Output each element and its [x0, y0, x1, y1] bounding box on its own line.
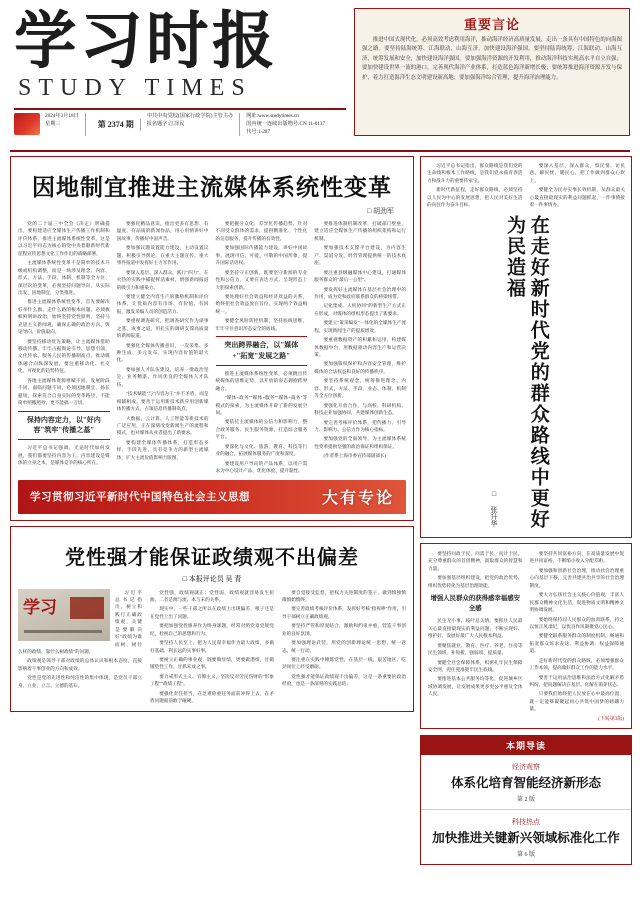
article-lead-headline: 因地制宜推进主流媒体系统性变革	[32, 174, 392, 201]
page-content	[0, 152, 640, 865]
paragraph: 推进主流媒体系统性变革，首先要解决好举什么旗、走什么路的根本问题。必须旗帜鲜明讲政治，始终坚持党性原则，坚持马克思主义新闻观，确保正确的政治方向、舆论导向、价值取向。	[18, 299, 110, 335]
article-feature-top-body	[427, 162, 625, 211]
article-commentary-headline: 党性强才能保证政绩观不出偏差	[65, 544, 359, 569]
paragraph: 习近平总书记指出，树立和践行正确政绩观，关键是要解决好"政绩为谁而树、树什么样的政绩、靠什么树政绩"的问题。	[18, 589, 142, 654]
masthead-divider	[14, 108, 346, 110]
issue-guide-header: 本期导读	[421, 736, 631, 755]
paragraph: 要加强国际传播能力建设，讲好中国故事，展现可信、可爱、可敬的中国形象，提升国际话语权。	[215, 245, 308, 266]
masthead	[0, 0, 640, 150]
issue-guide-item[interactable]	[421, 755, 631, 810]
paragraph: 现实中，一些干部之所以在政绩上出现偏差，根子还是在党性上出了问题。	[150, 606, 274, 619]
paragraph: 要处理好社会效益和经济效益的关系，始终把社会效益放在首位，实现两个效益相统一。	[215, 293, 308, 314]
paragraph: 要自觉接受监督，把权力关进制度的笼子，做到慎独慎微慎始慎终。	[282, 589, 406, 602]
paragraph: 要强化全媒体传播意识，一次采集、多种生成、多元发布，实现内容价值的最大化。	[116, 342, 209, 363]
article-commentary-byline: □ 本报评论员 吴 青	[182, 574, 242, 583]
paragraph: 要强化责任担当，在急难险重任务面前冲得上去，在矛盾问题面前敢于碰硬。	[150, 690, 274, 704]
masthead-left	[14, 4, 344, 136]
paragraph: 大数据、云计算、人工智能等新技术的广泛应用，正在深刻改变新闻生产的流程和模式，也对媒体从业者提出了新要求。	[116, 415, 209, 436]
paragraph: 党性强才能保证政绩观不出偏差，这是一条重要的政治经验，也是一条深刻的实践总结。	[282, 673, 406, 687]
paragraph: 要完善政绩考核评价体系，发挥好考核"指挥棒"作用，引导干部树立正确政绩观。	[282, 606, 406, 619]
paragraph: 各地主流媒体资源禀赋不同、发展阶段不同、面临问题不同，必须因地制宜、扬长避短，探索符合自身实际的变革路径，不能简单照搬照抄，更不能搞一刀切。	[18, 377, 110, 406]
paragraph: 要推进基本公共服务均等化，促进城乡区域协调发展，让发展成果更多更公平惠及全体人民。	[428, 676, 523, 697]
flag-icon	[14, 113, 40, 135]
paragraph: "技术赋能"与"内容为王"并不矛盾，而是相辅相成。要善于运用新技术新应用创新媒体传播方式，占领信息传播制高点。	[116, 391, 209, 412]
article-feature	[420, 156, 632, 538]
paragraph: 要加强和创新社会治理，推动社会治理重心向基层下移，完善共建共治共享的社会治理制度。	[529, 567, 624, 588]
masthead-address-text: 报名题字:江泽民	[146, 120, 185, 127]
theme-banner	[18, 480, 406, 514]
paragraph: 要健全社会保障体系，织密扎牢民生保障安全网，兜住兜准兜牢民生底线。	[428, 659, 523, 673]
issue-guide-title[interactable]: 体系化培育智能经济新形态	[450, 774, 601, 790]
issue-guide-page: 第 2 版	[516, 797, 535, 803]
paragraph: 要把握分众化、差异化传播趋势，针对不同受众群体的需求，提供精准化、个性化的信息服务，提升传播的有效性。	[215, 221, 308, 241]
paragraph: 记化集成、人机协同"的新型生产方式正在形成，对媒体的组织形态提出了新要求。	[314, 303, 406, 316]
paragraph: 党的二十届三中全会《决定》明确提出，要构建适应全媒体生产传播工作机制和评价体系，推进主流媒体系统性变革。这是以习近平同志为核心的党中央着眼新时代新征程宣传思想文化工作作出的战略部署。	[18, 221, 110, 256]
paragraph: 要依托主流媒体的公信力和影响力，整合政务服务、民生服务资源，打造综合服务平台。	[215, 419, 308, 440]
paragraph: 要建设用户导向的产品体系，以用户需求为中心设计产品、优化体验、提升黏性。	[215, 460, 308, 474]
paragraph: 要把加强党性修养作为终身课题，经常对照党章党规党纪，检视自己的思想和行为。	[150, 623, 274, 636]
paragraph: 政绩观是领导干部对政绩的总体认识和根本态度，直接影响着干事创业的方向和成效。	[18, 658, 142, 671]
paragraph: 要健全为民办实事长效机制，从群众最关心最直接最现实的利益问题抓起，一件事情接着一件事情办。	[529, 187, 625, 208]
paragraph: 要加强版权保护和内容安全管理，维护媒体的合法权益和良好的传播秩序。	[314, 361, 406, 374]
masthead-meta	[14, 113, 346, 136]
paragraph: 要加强议题设置能力建设，主动设置议题、积极引导舆论，在重大主题宣传、重大事件报道中发挥好主力军作用。	[116, 245, 209, 266]
paragraph: 要力戒形式主义、官僚主义，坚决反对劳民伤财的"形象工程""政绩工程"。	[150, 673, 274, 687]
study-stamp-line	[24, 630, 102, 633]
article-lead-body	[18, 220, 406, 475]
article-lead	[10, 156, 414, 521]
paragraph: 新时代新征程，走好群众路线，必须坚持以人民为中心的发展思想，把人民对美好生活的向往作为奋斗目标。	[427, 187, 523, 208]
issue-guide-item[interactable]	[421, 810, 631, 864]
newspaper-logo-cn: 学习时报	[14, 4, 279, 77]
issue-guide-kicker: 科技热点	[512, 818, 540, 826]
paragraph: 要聚焦就业、教育、医疗、养老、住房等民生领域，补短板、强弱项、提质量。	[428, 642, 523, 656]
paragraph: 要加强人才队伍建设，培养一批政治坚定、业务精湛、作风优良的全媒体人才队伍。	[116, 366, 209, 387]
paragraph: 主流媒体系统性变革不是简单的技术升级或机构调整，而是一场涉及理念、内容、形式、方法、手段、体制、机制等全方位、深层次的变革，必须坚持问题导向，从实际出发，因地制宜，分类推进。	[18, 260, 110, 295]
study-stamp-text: 学习	[23, 597, 57, 618]
paragraph: 要加强理论武装，用党的创新理论统一思想、统一意志、统一行动。	[282, 640, 406, 653]
paragraph: "媒体+政务""媒体+服务""媒体+商务"等模式的探索，为主流媒体开辟了新的发展空间。	[215, 395, 308, 415]
masthead-date-text: 2024年3月18日	[45, 113, 79, 120]
article-feature-continued	[420, 543, 632, 729]
article-commentary	[10, 526, 414, 712]
masthead-website[interactable]: 网址:www.studytimes.cn	[246, 113, 299, 120]
masthead-date	[45, 113, 86, 136]
paragraph: 要重视调查研究，把调查研究作为谋事之基、成事之道，用扎实的调研支撑高质量的新闻报道。	[116, 318, 209, 339]
paragraph: 要注重在实践中锤炼党性，在基层一线、艰苦地区、吃劲岗位上经受磨砺。	[282, 657, 406, 670]
paragraph-author-note: (作者系上海市委宣传部副部长)	[323, 453, 387, 459]
masthead-cn-number: 国内统一连续出版物号:CN 11-0137	[246, 120, 326, 127]
newspaper-logo-en: STUDY TIMES	[18, 75, 252, 102]
left-column-block	[10, 156, 414, 865]
paragraph: 走好新时代党的群众路线，必须增强群众工作本领，提高做好群众工作的能力水平。	[529, 657, 624, 671]
paragraph: 要坚持人民至上，把为人民谋幸福作为最大政绩，多做打基础、利长远的实事好事。	[150, 640, 274, 653]
theme-banner-slogan: 学习贯彻习近平新时代中国特色社会主义思想	[30, 492, 250, 503]
article-feature-byline: □ 张升华	[490, 490, 498, 527]
paragraph: 要加强基层组织建设，把党的政治优势、组织优势转化为基层治理效能。	[428, 575, 523, 588]
paragraph: 要深化与文化、旅游、教育、科技等行业的融合，拓展媒体服务的广度和深度。	[215, 443, 308, 457]
paragraph: 要坚持问政于民、问需于民、问计于民，充分尊重群众的首创精神，汲取群众的智慧和力量。	[428, 551, 523, 571]
paragraph: 党性强，政绩观就正；党性弱，政绩观就容易发生扭曲。二者是源与流、本与末的关系。	[150, 589, 274, 602]
issue-guide	[420, 735, 632, 866]
masthead-weekday-text: 星期三	[45, 120, 61, 127]
theme-banner-title: 大有专论	[321, 490, 394, 507]
paragraph: 要健全风险防控机制，坚持底线思维，牢牢守住意识形态安全的底线。	[215, 318, 308, 331]
paragraph: 习近平总书记强调，无论时代如何发展，我们都要坚持内容为王。内容建设是媒体的立身之本，是媒体竞争的核心所在。	[18, 445, 110, 466]
paragraph: 要深入基层、深入群众，察民情、访民意、解民忧、暖民心，把工作做到群众心坎上。	[529, 163, 625, 183]
paragraph: 习近平总书记指出，群众路线是我们党的生命线和根本工作路线，是我们党永葆青春活力和战斗力的重要传家宝。	[427, 163, 523, 183]
paragraph: 党性是党的先进性和纯洁性的集中体现，是党员干部立身、立业、立言、立德的基石。	[18, 675, 142, 688]
paragraph: 要构建全媒体传播体系，打造形态多样、手段先进、具有竞争力的新型主流媒体，扩大主流价值影响力版图。	[116, 439, 209, 460]
paragraph: 要坚持共同富裕方向，在高质量发展中促进共同富裕，不断缩小收入分配差距。	[529, 551, 624, 564]
paragraph: 推进主流媒体系统性变革，必须跳出传统媒体的思维定势，以开放的姿态拥抱跨界融合。	[215, 370, 308, 391]
masthead-sponsor	[147, 113, 240, 136]
paragraph: 要强化精品意识，推出更多有思想、有温度、有品质的新闻作品，用心用情讲好中国故事、传播好中国声音。	[116, 221, 209, 241]
paragraph: 要加强党的全面领导，为主流媒体系统性变革提供坚强的政治保证和组织保证。	[314, 436, 406, 449]
paragraph: 要建立"策采编发"一体化的全媒体生产流程，实现新闻生产的提质增效。	[314, 320, 406, 333]
study-stamp-graphic	[18, 589, 110, 641]
paragraph: 要建立健全内容生产的激励机制和评价体系，让优质内容有市场、有价值、有回报，激发采编人员的创造活力。	[116, 293, 209, 314]
paragraph: 要完善考核评价体系，把传播力、引导力、影响力、公信力作为核心指标。	[314, 419, 406, 432]
paragraph: 要坚持移动优先策略，让主流媒体借助移动传播，牢牢占据舆论引导、思想引领、文化传承、服务人民的传播制高点。推动媒体融合向纵深发展，要注重移动化、社交化、可视化的趋势特征。	[18, 338, 110, 374]
masthead-ids	[246, 113, 325, 136]
issue-guide-page: 第 6 版	[516, 852, 535, 859]
paragraph: 要注重县级融媒体中心建设，打通媒体服务群众的"最后一公里"。	[314, 269, 406, 283]
paragraph: 要推进体制机制改革，打破部门壁垒，建立适应全媒体生产传播的组织架构和运行机制。	[314, 221, 406, 241]
paragraph: 要强化开放合作，与高校、科研机构、科技企业加强协同，共建媒体创新生态。	[314, 402, 406, 416]
issue-guide-kicker: 经济观察	[512, 762, 540, 771]
issue-guide-title[interactable]: 加快推进关键新兴领域标准化工作	[432, 830, 620, 845]
right-column-block	[420, 156, 632, 865]
paragraph: 要树立正确的事业观，既要做显绩，更要做潜绩，甘做铺垫性工作，甘抓未成之事。	[150, 657, 274, 670]
paragraph: 只要我们始终把人民放在心中最高位置，就一定能够凝聚起同心共筑中国梦的磅礴力量。	[529, 691, 624, 712]
article-lead-byline: □ 胡劲军	[367, 207, 394, 215]
article-lead-subhead-1: 保持内容定力，以"好内容"筑牢"传播之基"	[18, 411, 110, 441]
article-feature-jump-note: (下转第3版)	[598, 716, 624, 722]
paragraph: 要健全联系服务群众的制度机制，畅通和拓宽群众诉求表达、利益协调、权益保障通道。	[529, 633, 624, 654]
paragraph: 要坚持系统观念，统筹推进理念、内容、形式、方法、手段、业态、体制、机制等全方位创新。	[314, 378, 406, 399]
important-statement-title: 重要言论	[463, 17, 520, 32]
paragraph: 要深入基层、深入群众，践行"四力"，在火热的实践中捕捉鲜活素材，增强新闻报道的吸引力和感染力。	[116, 269, 209, 290]
important-statement-body: 推进中国式现代化，必须高效考虑利用海洋，推动海洋经济高质量发展，走出一条具有中国特色的向海图强之路。要坚持陆海统筹、江海联动、山海互济，加快建设海洋强国。要坚持陆海统筹、江海联动、山海互济，统筹发展和安全，加快建设海洋强国。要加强海洋资源的开发利用，推动海洋科技实现高水平自立自强；要加快建设世界一流的港口，完善现代海洋产业体系，打造蓝色海洋新增长极；要统筹推进海洋资源开发与保护，着力打造海洋生态文明建设新高地；要加强海洋综合管理，提升海洋治理能力。	[362, 37, 622, 81]
paragraph: 要加强技术支撑平台建设，为内容生产、渠道分发、经营管理提供统一的技术底座。	[314, 245, 406, 266]
study-stamp-block	[70, 597, 104, 619]
paragraph: 要始终保持同人民群众的血肉联系，持之以恒正风肃纪，以优良作风凝聚党心民心。	[529, 616, 624, 629]
paragraph: 要重视数据资产的积累和运用，构建媒体数据中台，用数据驱动内容生产和运营决策。	[314, 337, 406, 357]
paragraph: 要大力弘扬社会主义核心价值观，丰富人民群众精神文化生活，促进物质文明和精神文明协调发展。	[529, 592, 624, 613]
masthead-sponsor-text: 中共中央党校(国家行政学院)主管主办	[146, 113, 234, 120]
article-feature-headline: 在走好新时代党的群众路线中更好为民造福	[504, 214, 550, 530]
paragraph: 要善于运用法治思维和法治方式化解矛盾纠纷，把问题解决在基层、化解在萌芽状态。	[529, 674, 624, 687]
important-statement-box	[354, 8, 630, 136]
article-commentary-body	[18, 589, 406, 705]
paragraph: 要坚持严管和厚爱结合，激励和约束并重，营造干事创业的良好氛围。	[282, 623, 406, 636]
article-feature-subhead: 增强人民群众的获得感幸福感安全感	[430, 595, 520, 612]
article-feature-body	[428, 550, 624, 713]
paragraph: 要发挥好主流媒体在基层社会治理中的作用，成为党和政府联系群众的桥梁纽带。	[314, 286, 406, 299]
paragraph: 民生无小事，枝叶总关情。要抓住人民最关心最直接最现实的利益问题，不断实现好、维护好、发展好最广大人民根本利益。	[428, 618, 523, 639]
masthead-postal-code: 代号:1-287	[246, 128, 271, 135]
paragraph: 要坚持守正创新，既要坚守新闻的专业性和公信力，又要在表达方式、呈现形态上大胆探索创新。	[215, 269, 308, 290]
masthead-issue: 第 2374 期	[92, 119, 141, 131]
article-lead-subhead-2: 突出跨界融合，以"媒体+"拓宽"发展之路"	[216, 336, 308, 366]
